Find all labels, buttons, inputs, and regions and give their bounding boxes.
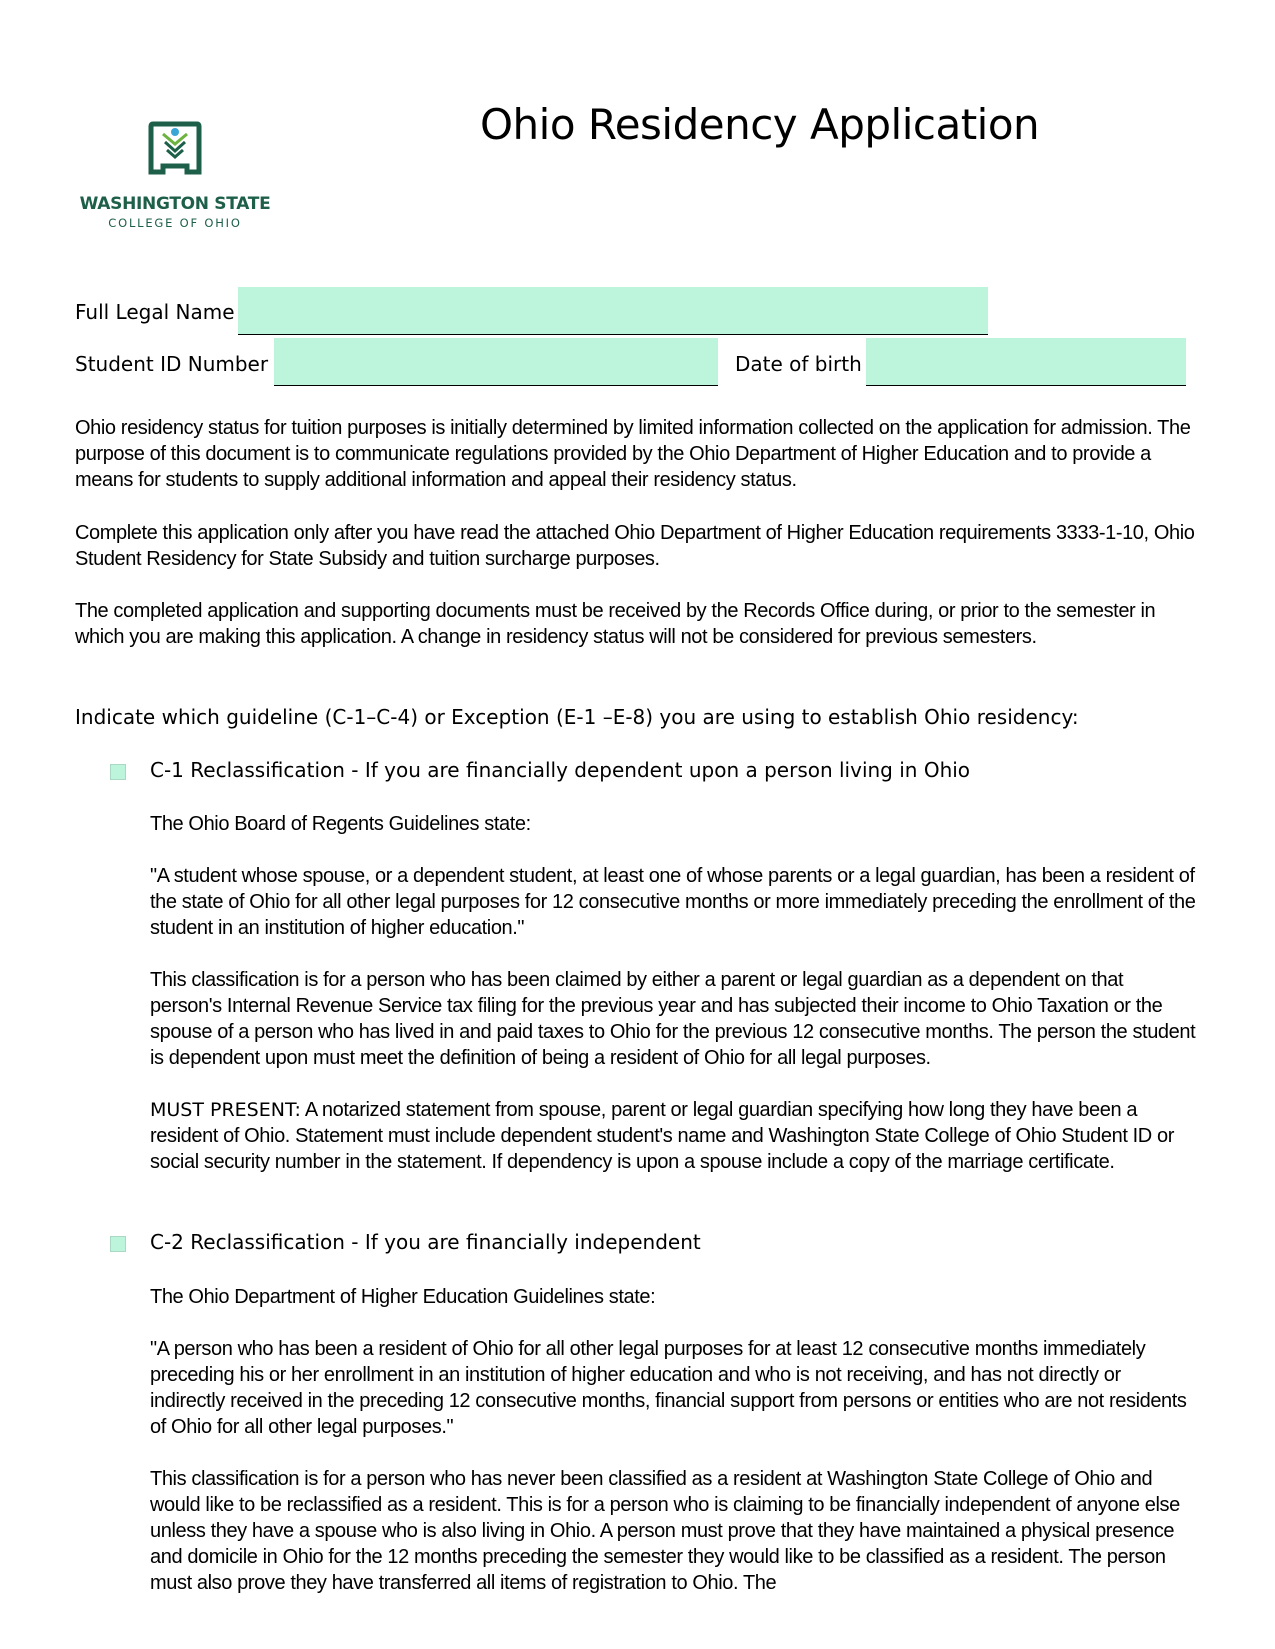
c1-quote: "A student whose spouse, or a dependent student, at least one of whose parents or a legal guardian, has been a resident of the state of Ohio for all other legal purposes for 12 consecutive months or more immediately preceding the enrollment of the student in an institution of higher education." <box>150 865 1196 939</box>
c2-explanation: This classification is for a person who has never been classified as a resident at Washington State College of Ohio and would like to be reclassified as a resident. This is for a person who is claiming to be financially independent of anyone else unless they have a spouse who is also living in Ohio. A person must prove that they have maintained a physical presence and domicile in Ohio for the 12 months preceding the semester they would like to be classified as a resident. The person must also prove they have transferred all items of registration to Ohio. The <box>150 1468 1180 1594</box>
must-present-text: A notarized statement from spouse, parent or legal guardian specifying how long they have been a resident of Ohio. Statement must include dependent student's name and Washington State College of Ohio Student ID or social security number in the statement. If dependency is upon a spouse include a copy of the marriage certificate. <box>150 1099 1174 1173</box>
full-name-label: Full Legal Name <box>75 300 235 324</box>
intro-paragraph-2: Complete this application only after you have read the attached Ohio Department of Higher Education requirements 3333-1-10, Ohio Student Residency for State Subsidy and tuition surcharge purposes. <box>75 522 1195 570</box>
logo-name-line2: COLLEGE OF OHIO <box>108 216 242 230</box>
c1-heading: C-1 Reclassification - If you are financially dependent upon a person living in Ohio <box>150 758 971 782</box>
c2-guidelines-intro: The Ohio Department of Higher Education Guidelines state: <box>150 1286 656 1308</box>
c2-heading: C-2 Reclassification - If you are financially independent <box>150 1230 701 1254</box>
c1-must-present <box>150 1097 1200 1175</box>
page-title: Ohio Residency Application <box>480 100 1040 149</box>
logo-name-line1: WASHINGTON STATE <box>79 194 271 214</box>
dob-label: Date of birth <box>735 352 862 376</box>
dob-field[interactable] <box>866 338 1186 386</box>
c2-quote: "A person who has been a resident of Ohio for all other legal purposes for at least 12 consecutive months immediately preceding his or her enrollment in an institution of higher education and who is not receiving, and has not directly or indirectly received in the preceding 12 consecutive months, financial support from persons or entities who are not residents of Ohio for all other legal purposes." <box>150 1338 1187 1438</box>
college-logo <box>75 120 275 230</box>
full-name-field[interactable] <box>238 287 988 335</box>
student-id-field[interactable] <box>274 338 718 386</box>
student-id-label: Student ID Number <box>75 352 269 376</box>
intro-paragraph-1: Ohio residency status for tuition purposes is initially determined by limited information collected on the application for admission. The purpose of this document is to communicate regulations provided by the Ohio Department of Higher Education and to provide a means for students to supply additional information and appeal their residency status. <box>75 417 1191 491</box>
college-emblem-icon <box>147 120 203 178</box>
c2-checkbox[interactable] <box>110 1236 126 1252</box>
indicate-guideline-text: Indicate which guideline (C-1–C-4) or Exception (E-1 –E-8) you are using to establish Ohio residency: <box>75 705 1079 729</box>
c1-explanation: This classification is for a person who has been claimed by either a parent or legal guardian as a dependent on that person's Internal Revenue Service tax filing for the previous year and has subjected their income to Ohio Taxation or the spouse of a person who has lived in and paid taxes to Ohio for the previous 12 consecutive months. The person the student is dependent upon must meet the definition of being a resident of Ohio for all legal purposes. <box>150 969 1196 1069</box>
intro-paragraph-3: The completed application and supporting documents must be received by the Records Office during, or prior to the semester in which you are making this application. A change in residency status will not be considered for previous semesters. <box>75 600 1156 648</box>
c1-guidelines-intro: The Ohio Board of Regents Guidelines state: <box>150 813 531 835</box>
c1-checkbox[interactable] <box>110 764 126 780</box>
must-present-label: MUST PRESENT: <box>150 1099 301 1121</box>
